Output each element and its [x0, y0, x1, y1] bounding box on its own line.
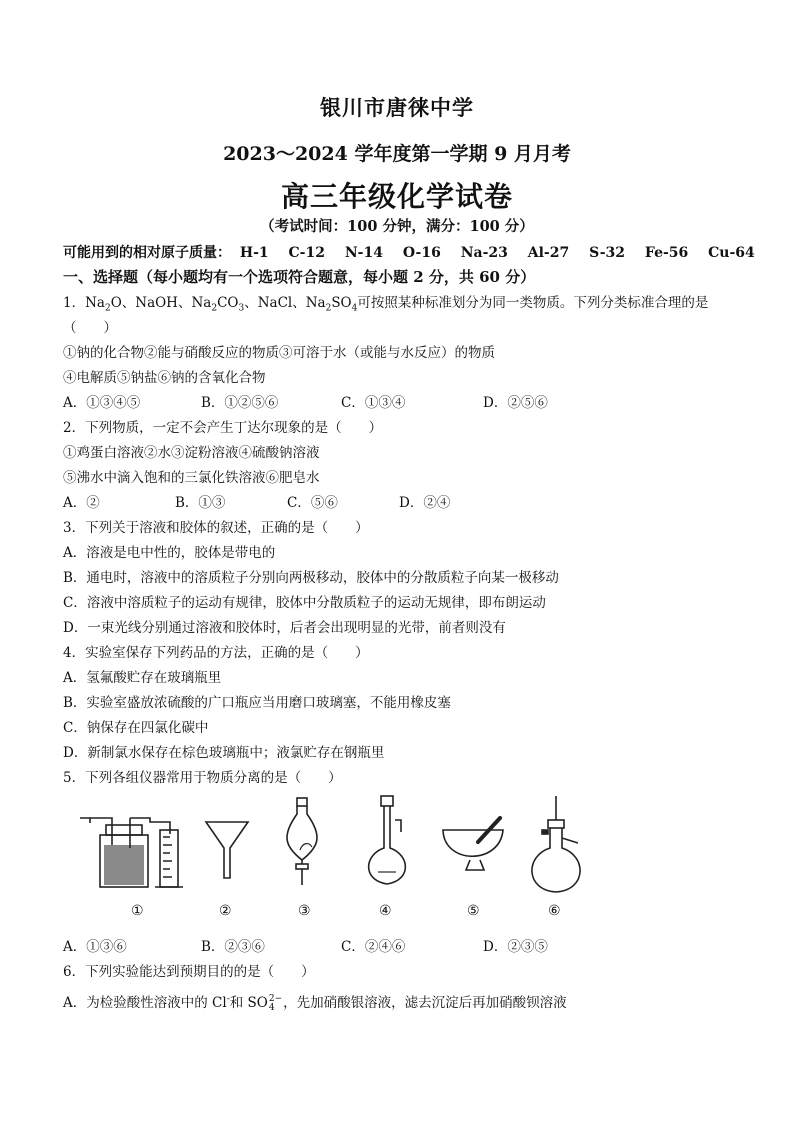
question-5-option-c: C．②④⑥	[341, 939, 406, 955]
question-4-option-b: B．实验室盛放浓硫酸的广口瓶应当用磨口玻璃塞，不能用橡皮塞	[63, 695, 451, 711]
figure-label-5: ⑤	[467, 903, 480, 919]
exam-title: 高三年级化学试卷	[280, 180, 513, 213]
figure-label-4: ④	[379, 903, 392, 919]
lab-apparatus-figure	[0, 790, 794, 925]
atomic-mass-item: C-12	[288, 245, 325, 261]
atomic-mass-item: Cu-64	[708, 245, 755, 261]
volumetric-flask-icon	[369, 796, 406, 884]
atomic-mass-item: S-32	[589, 245, 626, 261]
school-name: 银川市唐徕中学	[320, 95, 474, 120]
atomic-mass-item: Fe-56	[644, 245, 689, 261]
figure-label-6: ⑥	[548, 903, 561, 919]
atomic-mass-item: N-14	[344, 245, 383, 261]
question-5-option-b: B．②③⑥	[201, 939, 265, 955]
question-5-stem: 5．下列各组仪器常用于物质分离的是（ ）	[63, 770, 342, 786]
section-heading: 一、选择题（每小题均有一个选项符合题意，每小题 2 分，共 60 分）	[63, 268, 536, 286]
question-4-option-c: C．钠保存在四氯化碳中	[63, 720, 209, 736]
question-1-line: ①钠的化合物②能与硝酸反应的物质③可溶于水（或能与水反应）的物质	[63, 345, 495, 361]
question-6-stem: 6．下列实验能达到预期目的的是（ ）	[63, 964, 315, 980]
atomic-mass-item: H-1	[239, 245, 269, 261]
atomic-masses-label: 可能用到的相对原子质量：	[63, 245, 231, 261]
atomic-masses	[63, 242, 755, 262]
figure-label-3: ③	[298, 903, 311, 919]
funnel-icon	[206, 822, 248, 878]
question-3-stem: 3．下列关于溶液和胶体的叙述，正确的是（ ）	[63, 520, 369, 536]
question-2-option-d: D．②④	[399, 495, 451, 511]
question-3-option-b: B．通电时，溶液中的溶质粒子分别向两极移动，胶体中的分散质粒子向某一极移动	[63, 570, 559, 586]
question-4-option-a: A．氢氟酸贮存在玻璃瓶里	[63, 670, 222, 686]
atomic-mass-item: Na-23	[460, 245, 508, 261]
question-4-stem: 4．实验室保存下列药品的方法，正确的是（ ）	[63, 645, 369, 661]
question-1-option-d: D．②⑤⑥	[483, 395, 548, 411]
question-2-stem: 2．下列物质，一定不会产生丁达尔现象的是（ ）	[63, 420, 383, 436]
question-1-paren: （ ）	[63, 320, 117, 336]
question-5-option-d: D．②③⑤	[483, 939, 548, 955]
question-3-option-d: D．一束光线分别通过溶液和胶体时，后者会出现明显的光带，前者则没有	[63, 620, 506, 636]
question-3-option-a: A．溶液是电中性的，胶体是带电的	[63, 545, 276, 561]
question-2-line: ①鸡蛋白溶液②水③淀粉溶液④硫酸钠溶液	[63, 445, 320, 461]
question-4-option-d: D．新制氯水保存在棕色玻璃瓶中；液氯贮存在钢瓶里	[63, 745, 385, 761]
question-3-option-c: C．溶液中溶质粒子的运动有规律，胶体中分散质粒子的运动无规律，即布朗运动	[63, 595, 546, 611]
gas-washing-bottle-icon	[80, 818, 183, 887]
atomic-mass-item: O-16	[402, 245, 441, 261]
question-1-option-b: B．①②⑤⑥	[201, 395, 279, 411]
question-1-stem: 1．$Na_2O$、NaOH、$Na_2CO_3$、NaCl、$Na_2SO_4$可按照某种标准划分为同一类物质。下列分类标准合理的是	[63, 295, 709, 314]
figure-label-1: ①	[131, 903, 144, 919]
question-2-option-a: A．②	[63, 495, 100, 511]
question-2-option-b: B．①③	[175, 495, 226, 511]
evaporating-dish-icon	[443, 818, 503, 870]
question-5-option-a: A．①③⑥	[63, 939, 127, 955]
exam-term: 2023～2024 学年度第一学期 9 月月考	[223, 143, 571, 165]
question-2-line: ⑤沸水中滴入饱和的三氯化铁溶液⑥肥皂水	[63, 470, 320, 486]
question-1-line: ④电解质⑤钠盐⑥钠的含氧化合物	[63, 370, 266, 386]
question-6-option-a: A．为检验酸性溶液中的 Cl-和 SO 2− 4 ，先加硝酸银溶液，滤去沉淀后再加硝酸钡溶液	[63, 993, 567, 1013]
question-1-option-a: A．①③④⑤	[63, 395, 141, 411]
atomic-mass-item: Al-27	[527, 245, 570, 261]
figure-label-2: ②	[219, 903, 232, 919]
distillation-flask-icon	[532, 796, 580, 892]
question-1-option-c: C．①③④	[341, 395, 406, 411]
exam-info: （考试时间：100 分钟，满分：100 分）	[260, 218, 534, 235]
question-2-option-c: C．⑤⑥	[287, 495, 338, 511]
separatory-funnel-icon	[287, 798, 317, 885]
